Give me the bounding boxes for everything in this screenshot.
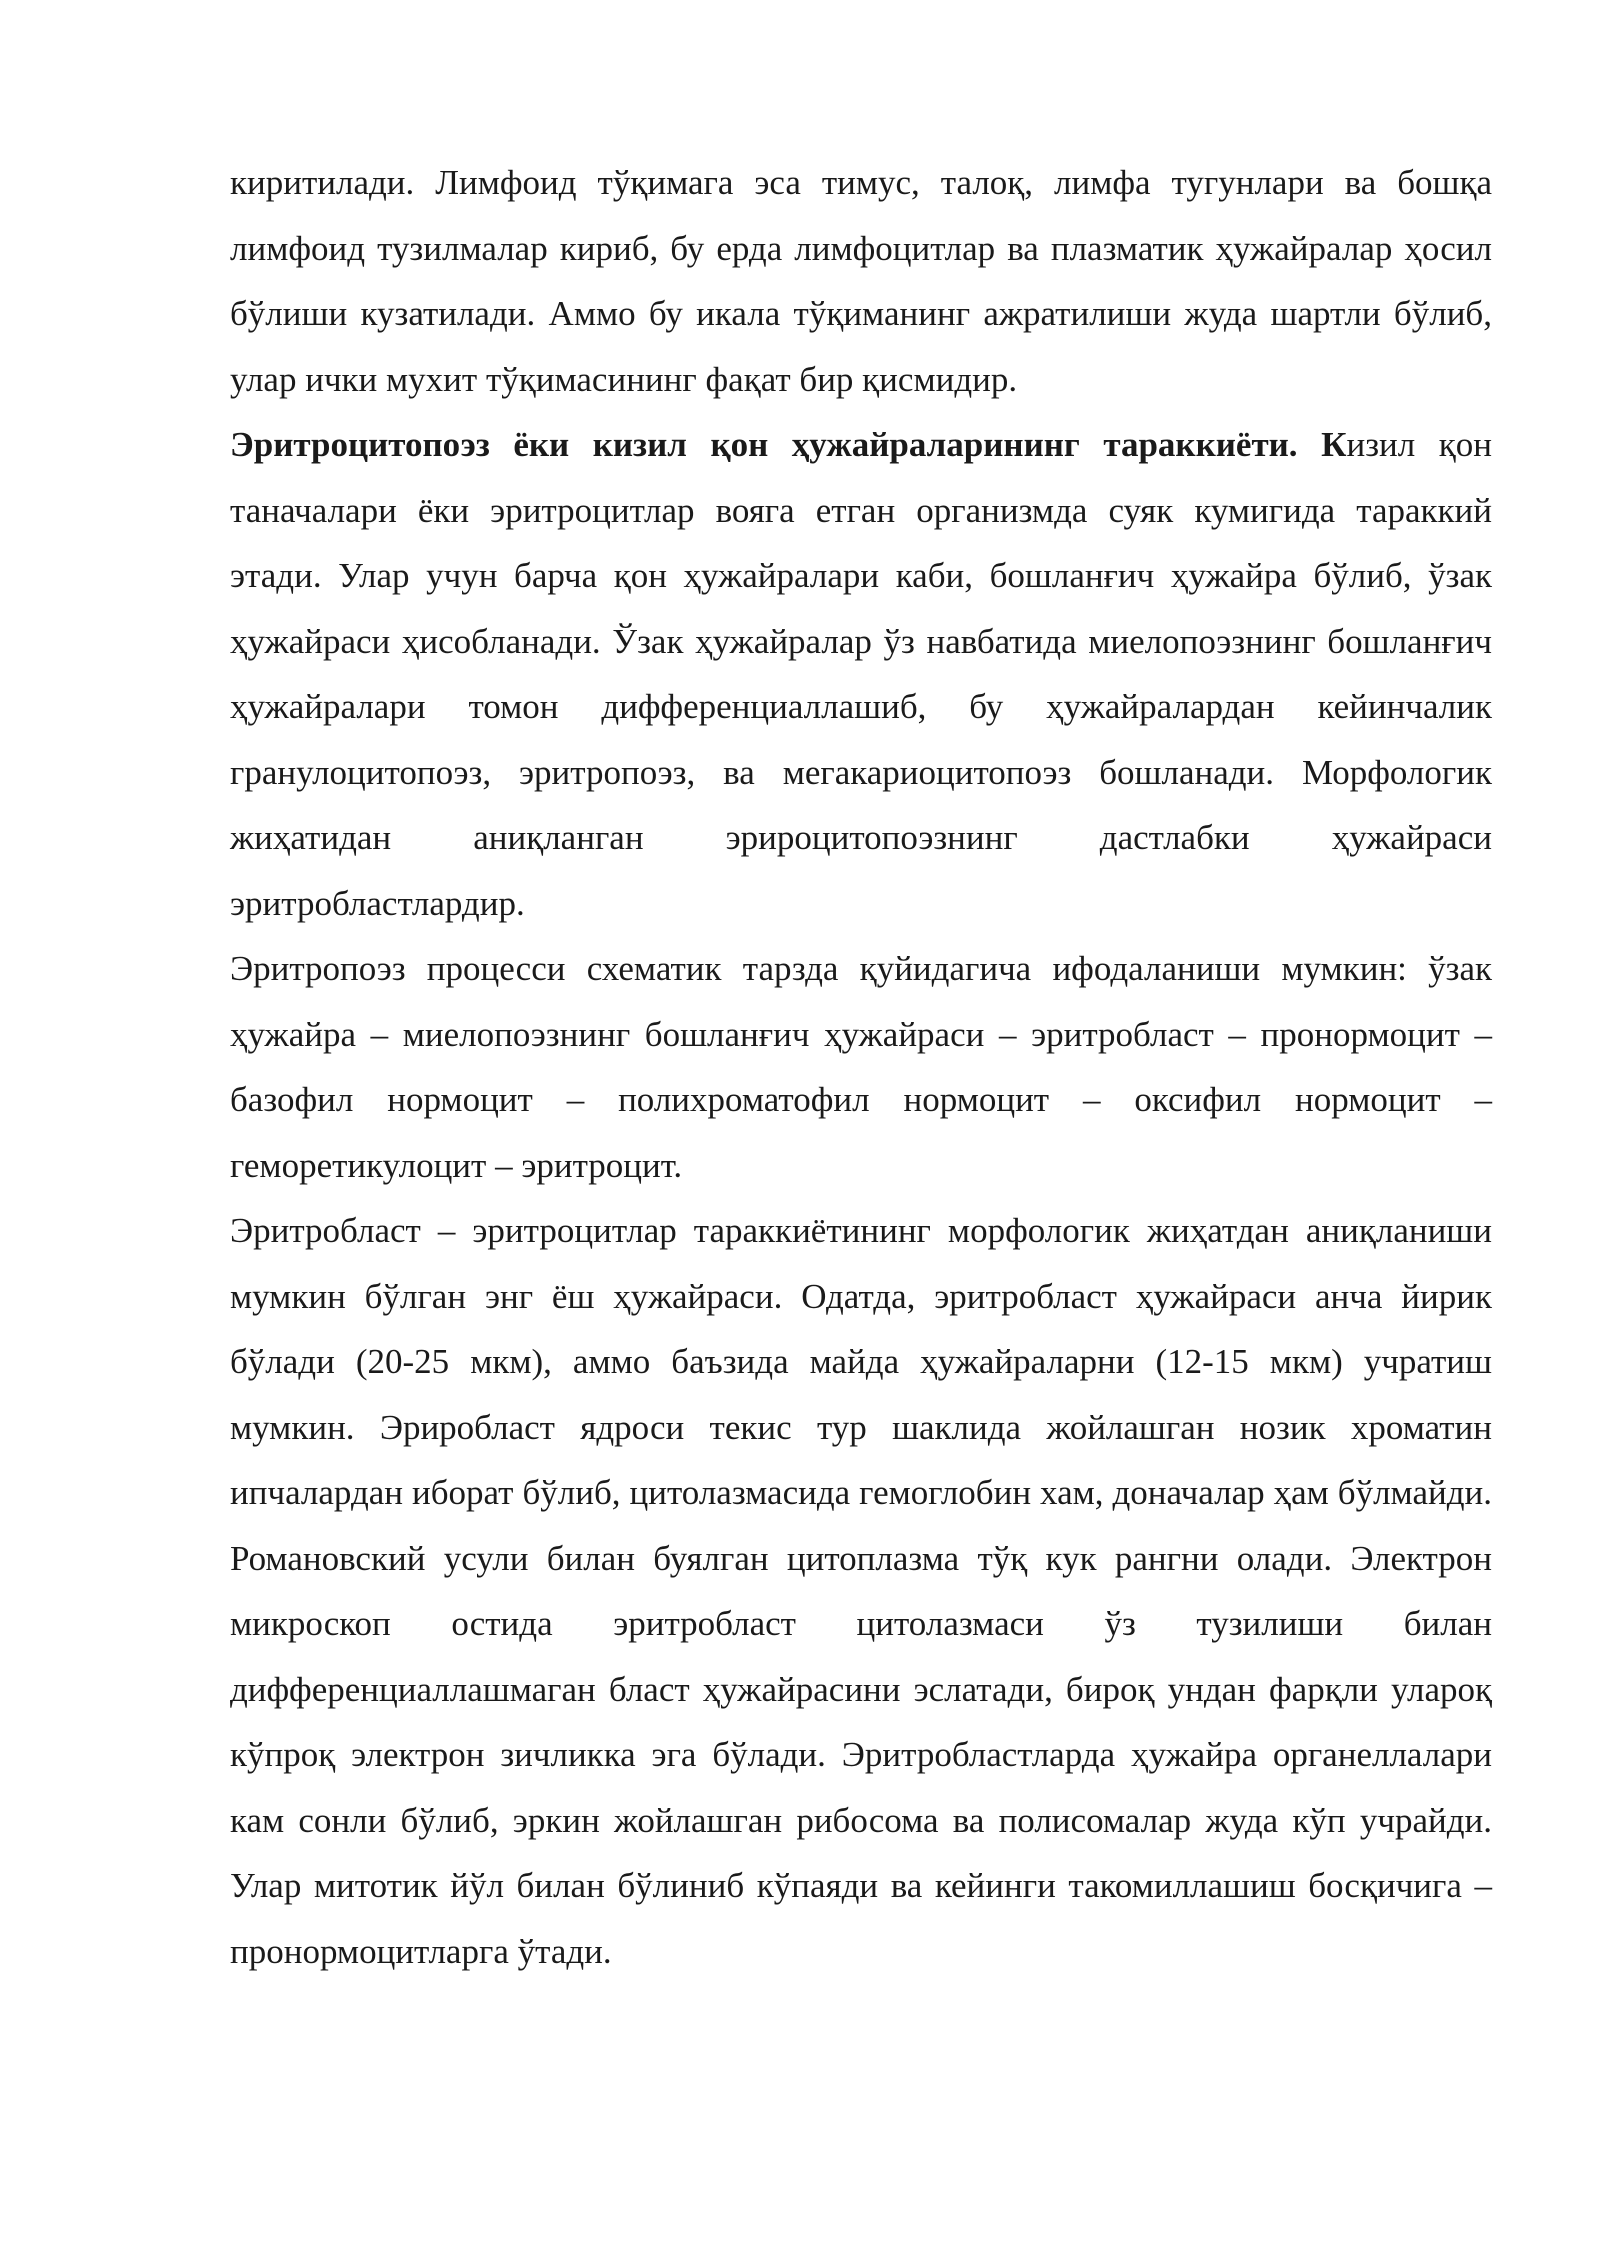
paragraph-erythrocytopoiesis	[230, 412, 1492, 936]
paragraph-lymphoid-tissue	[230, 150, 1492, 412]
paragraph-text: Эритропоэз процесси схематик тарзда қуйидагича ифодаланиши мумкин: ўзак ҳужайра – миелопоэзнинг бошланғич ҳужайраси – эритробласт – пронормоцит – базофил нормоцит – полихроматофил нормоцит – оксифил нормоцит – геморетикулоцит – эритроцит.	[230, 949, 1492, 1185]
paragraph-text: изил қон таначалари ёки эритроцитлар вояга етган организмда суяк кумигида тараккий этади. Улар учун барча қон ҳужайралари каби, бошланғич ҳужайра бўлиб, ўзак ҳужайраси ҳисобланади. Ўзак ҳужайралар ўз навбатида миелопоэзнинг бошланғич ҳужайралари томон дифференциаллашиб, бу ҳужайралардан кейинчалик гранулоцитопоэз, эритропоэз, ва мегакариоцитопоэз бошланади. Морфологик жиҳатидан аниқланган эрироцитопоэзнинг дастлабки ҳужайраси эритробластлардир.	[230, 425, 1492, 923]
paragraph-text: киритилади. Лимфоид тўқимага эса тимус, талоқ, лимфа тугунлари ва бошқа лимфоид тузилмалар кириб, бу ерда лимфоцитлар ва плазматик ҳужайралар ҳосил бўлиши кузатилади. Аммо бу икала тўқиманинг ажратилиши жуда шартли бўлиб, улар ички мухит тўқимасининг фақат бир қисмидир.	[230, 163, 1492, 399]
paragraph-erythropoiesis-scheme	[230, 936, 1492, 1198]
paragraph-erythroblast	[230, 1198, 1492, 1984]
section-heading: Эритроцитопоэз ёки кизил қон ҳужайраларининг тараккиёти. К	[230, 425, 1347, 464]
document-body	[230, 150, 1492, 1984]
paragraph-text: Эритробласт – эритроцитлар тараккиётининг морфологик жиҳатдан аниқланиши мумкин бўлган энг ёш ҳужайраси. Одатда, эритробласт ҳужайраси анча йирик бўлади (20-25 мкм), аммо баъзида майда ҳужайраларни (12-15 мкм) учратиш мумкин. Эрироблаcт ядроси текис тур шаклида жойлашган нозик хроматин ипчалардан иборат бўлиб, цитолазмасида гемоглобин хам, доначалар ҳам бўлмайди. Романовский усули билан буялган цитоплазма тўқ кук рангни олади. Электрон микроскоп остида эритробласт цитолазмаси ўз тузилиши билан дифференциаллашмаган бласт ҳужайрасини эслатади, бироқ ундан фарқли уларoқ кўпроқ электрон зичликка эга бўлади. Эритробластларда ҳужайра органеллалари кам сонли бўлиб, эркин жойлашган рибосома ва полисомалар жуда кўп учрайди. Улар митотик йўл билан бўлиниб кўпаяди ва кейинги такомиллашиш босқичига – пронормоцитларга ўтади.	[230, 1211, 1492, 1971]
